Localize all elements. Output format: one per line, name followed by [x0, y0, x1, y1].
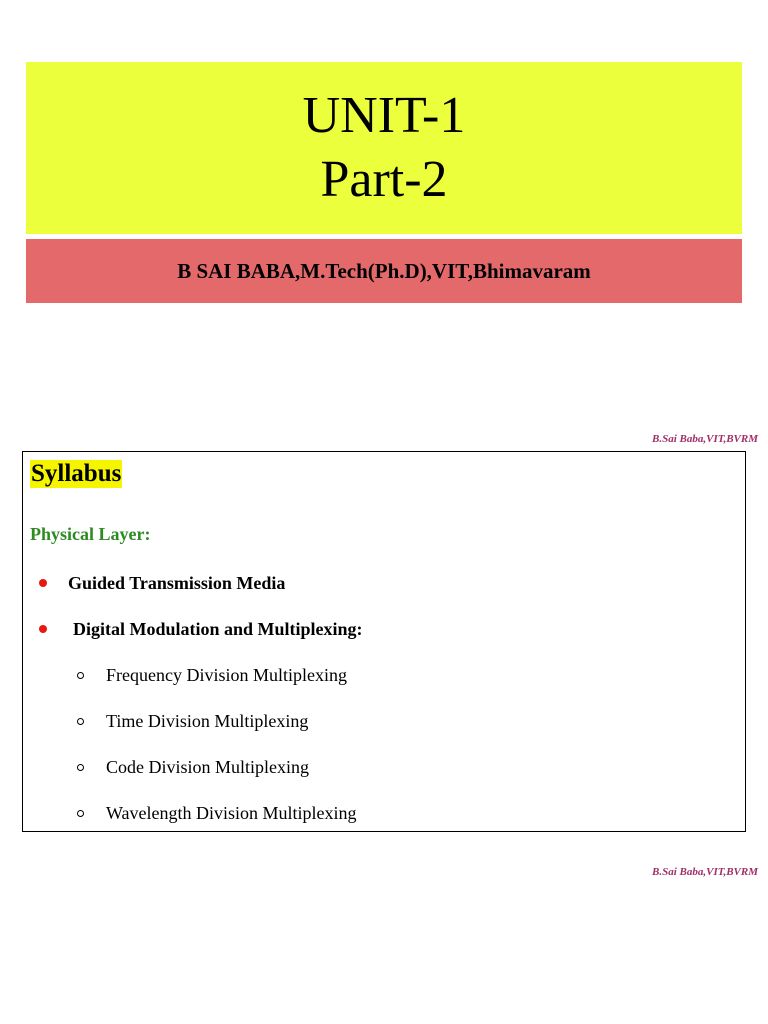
watermark-bottom: B.Sai Baba,VIT,BVRM — [652, 866, 758, 878]
list-item — [23, 800, 357, 826]
title-banner — [26, 62, 742, 234]
sub-item-label: Code Division Multiplexing — [106, 756, 310, 777]
list-item — [23, 570, 285, 596]
watermark-top: B.Sai Baba,VIT,BVRM — [652, 433, 758, 445]
red-bullet-icon — [39, 625, 47, 633]
sub-item-label: Time Division Multiplexing — [106, 710, 309, 731]
author-name: B SAI BABA,M.Tech(Ph.D),VIT,Bhimavaram — [177, 258, 591, 283]
hollow-circle-icon — [77, 672, 84, 679]
bullet-label: Digital Modulation and Multiplexing: — [73, 618, 363, 639]
syllabus-box — [22, 451, 746, 832]
syllabus-heading: Syllabus — [31, 460, 122, 487]
list-item — [23, 708, 308, 734]
hollow-circle-icon — [77, 810, 84, 817]
section-physical-layer: Physical Layer: — [30, 524, 151, 544]
title-part: Part-2 — [320, 151, 448, 208]
list-item — [23, 616, 363, 642]
title-unit: UNIT-1 — [302, 87, 466, 144]
hollow-circle-icon — [77, 718, 84, 725]
bullet-label: Guided Transmission Media — [68, 572, 286, 593]
red-bullet-icon — [39, 579, 47, 587]
author-banner — [26, 239, 742, 303]
sub-item-label: Frequency Division Multiplexing — [106, 664, 347, 685]
list-item — [23, 754, 309, 780]
sub-item-label: Wavelength Division Multiplexing — [106, 802, 357, 823]
hollow-circle-icon — [77, 764, 84, 771]
list-item — [23, 662, 347, 688]
